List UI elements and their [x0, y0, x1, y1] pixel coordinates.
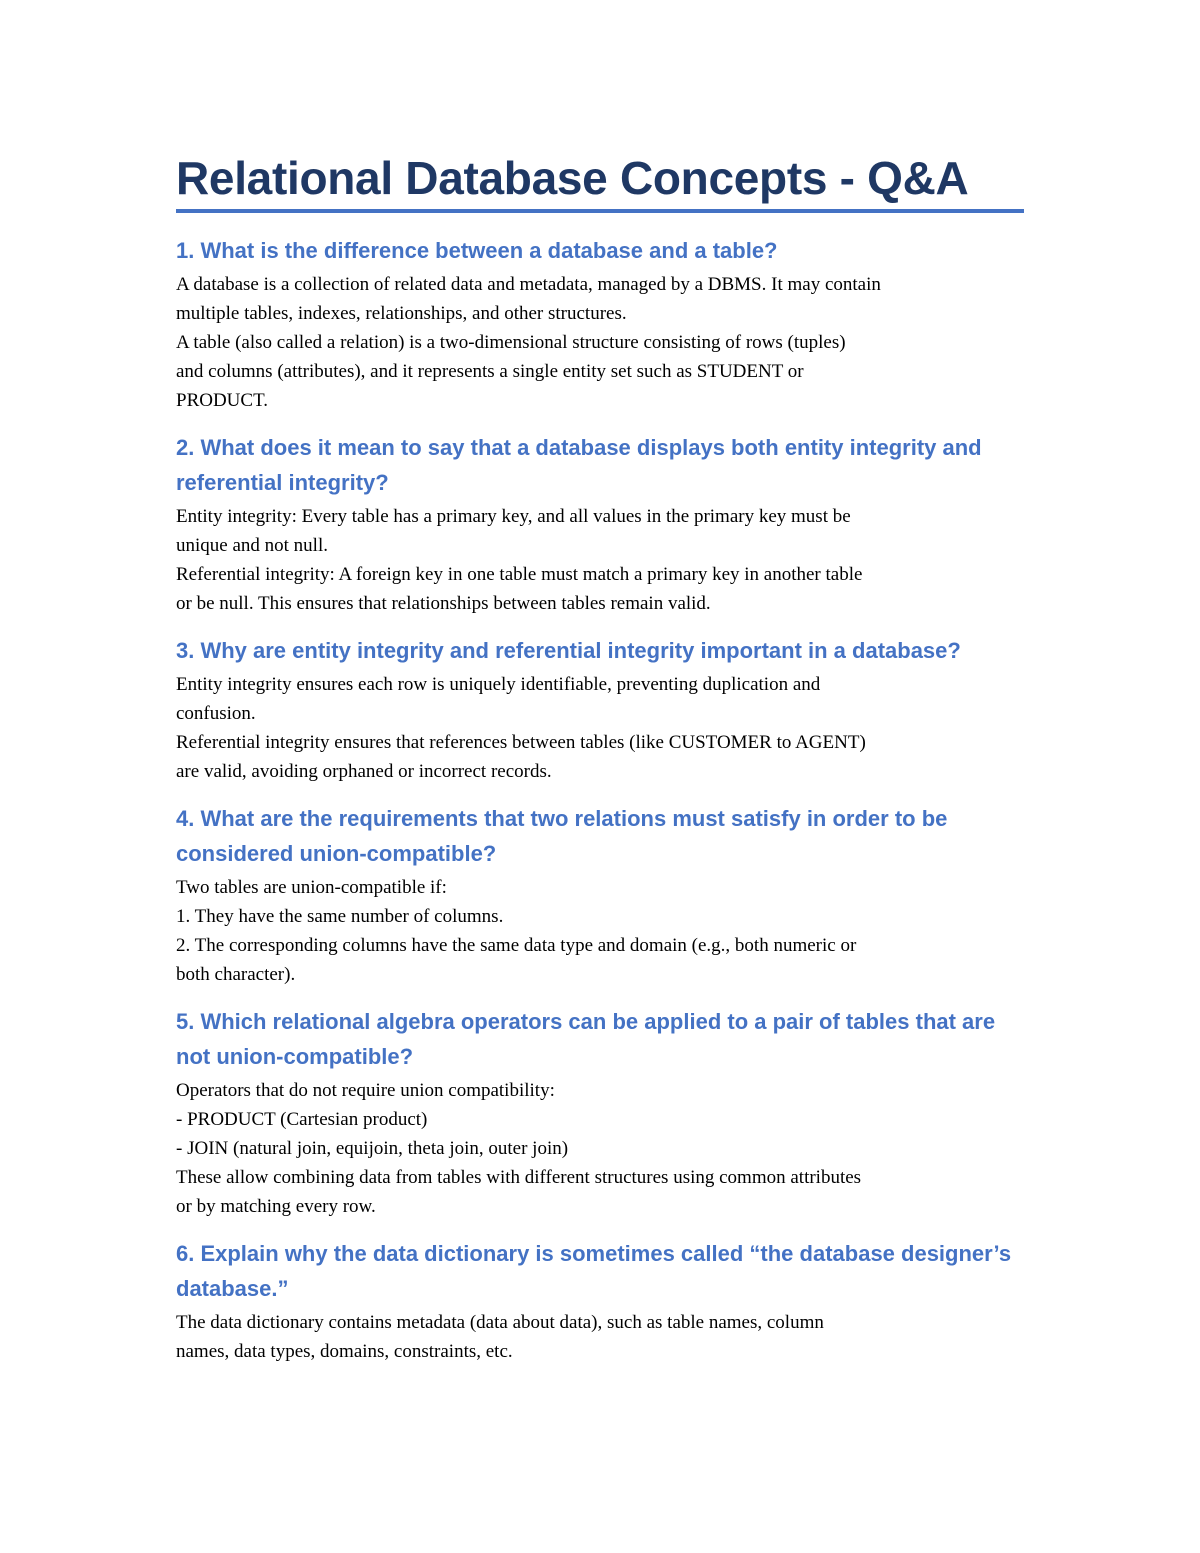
- question-heading: 4. What are the requirements that two relations must satisfy in order to be considered union-compatible?: [176, 806, 948, 866]
- answer-line: multiple tables, indexes, relationships, and other structures.: [176, 303, 627, 324]
- question-heading: 3. Why are entity integrity and referential integrity important in a database?: [176, 638, 961, 663]
- answer-line: Entity integrity: Every table has a primary key, and all values in the primary key must be: [176, 506, 851, 527]
- answer-line: and columns (attributes), and it represents a single entity set such as STUDENT or: [176, 361, 804, 382]
- answer-line: 1. They have the same number of columns.: [176, 906, 504, 927]
- answer-line: both character).: [176, 964, 296, 985]
- qa-list: [176, 233, 1026, 1366]
- answer-line: unique and not null.: [176, 535, 328, 556]
- answer-line: The data dictionary contains metadata (data about data), such as table names, column: [176, 1312, 824, 1333]
- answer-line: or by matching every row.: [176, 1196, 376, 1217]
- qa-section-4: [176, 801, 1026, 989]
- answer-line: PRODUCT.: [176, 390, 269, 411]
- answer-line: confusion.: [176, 703, 256, 724]
- answer-line: names, data types, domains, constraints, etc.: [176, 1341, 513, 1362]
- qa-section-1: [176, 233, 1026, 415]
- answer-line: Operators that do not require union compatibility:: [176, 1080, 555, 1101]
- qa-section-6: [176, 1236, 1026, 1366]
- answer-line: These allow combining data from tables with different structures using common attributes: [176, 1167, 862, 1188]
- answer-line: or be null. This ensures that relationships between tables remain valid.: [176, 593, 711, 614]
- answer-line: A database is a collection of related data and metadata, managed by a DBMS. It may contain: [176, 274, 881, 295]
- answer-line: Entity integrity ensures each row is uniquely identifiable, preventing duplication and: [176, 674, 821, 695]
- answer-line: Referential integrity ensures that references between tables (like CUSTOMER to AGENT): [176, 732, 866, 753]
- question-heading: 5. Which relational algebra operators can be applied to a pair of tables that are not union-compatible?: [176, 1009, 996, 1069]
- answer-line: - JOIN (natural join, equijoin, theta join, outer join): [176, 1138, 569, 1159]
- qa-section-2: [176, 430, 1026, 618]
- page-title: Relational Database Concepts - Q&A: [176, 152, 969, 204]
- title-underline: [176, 209, 1024, 213]
- question-heading: 1. What is the difference between a database and a table?: [176, 238, 778, 263]
- answer-line: 2. The corresponding columns have the same data type and domain (e.g., both numeric or: [176, 935, 857, 956]
- answer-line: A table (also called a relation) is a two-dimensional structure consisting of rows (tuples): [176, 332, 846, 353]
- answer-line: - PRODUCT (Cartesian product): [176, 1109, 428, 1130]
- question-heading: 2. What does it mean to say that a database displays both entity integrity and referential integrity?: [176, 435, 982, 495]
- answer-line: Two tables are union-compatible if:: [176, 877, 447, 898]
- answer-line: are valid, avoiding orphaned or incorrect records.: [176, 761, 552, 782]
- answer-line: Referential integrity: A foreign key in one table must match a primary key in another table: [176, 564, 863, 585]
- question-heading: 6. Explain why the data dictionary is sometimes called “the database designer’s database.”: [176, 1241, 1012, 1301]
- qa-section-3: [176, 633, 1026, 786]
- document-page: [176, 150, 1026, 1381]
- qa-section-5: [176, 1004, 1026, 1221]
